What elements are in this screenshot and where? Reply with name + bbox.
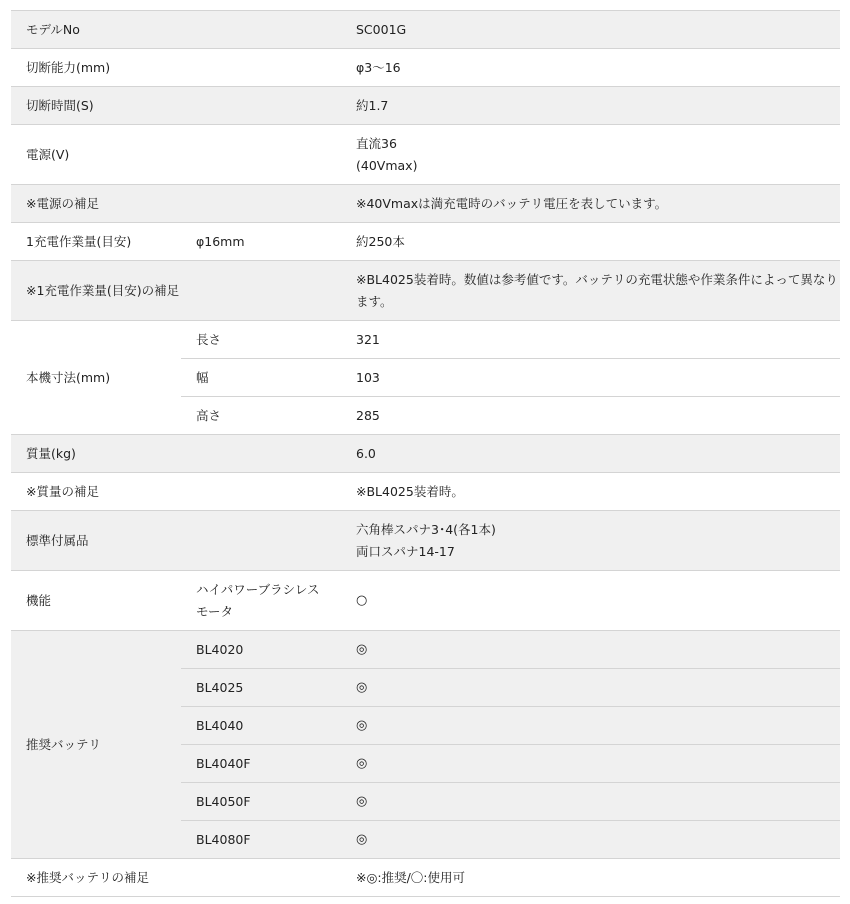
row-value: SC001G	[341, 11, 840, 49]
row-sub: ハイパワーブラシレス モータ	[181, 571, 341, 631]
row-mass	[11, 435, 840, 473]
row-work-per-charge	[11, 223, 840, 261]
row-value: ◎	[341, 783, 840, 821]
row-sub	[181, 511, 341, 571]
row-value: 103	[341, 359, 840, 397]
row-label: 推奨バッテリ	[11, 631, 181, 859]
row-sub: BL4050F	[181, 783, 341, 821]
row-dimensions-length	[11, 321, 840, 359]
row-sub: φ16mm	[181, 223, 341, 261]
row-work-per-charge-note	[11, 261, 840, 321]
row-label: ※電源の補足	[11, 185, 181, 223]
row-label: 電源(V)	[11, 125, 181, 185]
row-value: ◎	[341, 821, 840, 859]
row-function	[11, 571, 840, 631]
row-value: 約250本	[341, 223, 840, 261]
row-value: 285	[341, 397, 840, 435]
row-label: 1充電作業量(目安)	[11, 223, 181, 261]
row-value: 6.0	[341, 435, 840, 473]
row-accessories	[11, 511, 840, 571]
row-model-no	[11, 11, 840, 49]
row-power-note	[11, 185, 840, 223]
row-value: ※BL4025装着時。数値は参考値です。バッテリの充電状態や作業条件によって異なります。	[341, 261, 840, 321]
row-value: ※BL4025装着時。	[341, 473, 840, 511]
row-value: ○	[341, 571, 840, 631]
row-sub: 幅	[181, 359, 341, 397]
row-value: ◎	[341, 707, 840, 745]
row-value: ◎	[341, 631, 840, 669]
row-label: 切断能力(mm)	[11, 49, 181, 87]
row-label: 機能	[11, 571, 181, 631]
row-sub	[181, 87, 341, 125]
row-value: ◎	[341, 745, 840, 783]
row-sub: BL4020	[181, 631, 341, 669]
row-sub: BL4040F	[181, 745, 341, 783]
row-sub: 高さ	[181, 397, 341, 435]
row-label: ※質量の補足	[11, 473, 181, 511]
row-value: φ3〜16	[341, 49, 840, 87]
row-label: 切断時間(S)	[11, 87, 181, 125]
row-sub	[181, 49, 341, 87]
row-sub: BL4040	[181, 707, 341, 745]
row-sub: BL4025	[181, 669, 341, 707]
row-label: ※1充電作業量(目安)の補足	[11, 261, 341, 321]
row-sub	[181, 185, 341, 223]
row-sub: BL4080F	[181, 821, 341, 859]
row-label: 質量(kg)	[11, 435, 181, 473]
row-cutting-capacity	[11, 49, 840, 87]
row-label: ※推奨バッテリの補足	[11, 859, 181, 897]
row-label: 本機寸法(mm)	[11, 321, 181, 435]
row-sub	[181, 435, 341, 473]
row-sub	[181, 125, 341, 185]
row-value: 321	[341, 321, 840, 359]
row-batteries-note	[11, 859, 840, 897]
row-cutting-time	[11, 87, 840, 125]
row-value: 直流36 (40Vmax)	[341, 125, 840, 185]
row-label: 標準付属品	[11, 511, 181, 571]
row-sub	[181, 11, 341, 49]
row-value: 約1.7	[341, 87, 840, 125]
row-sub	[181, 473, 341, 511]
row-value: 六角棒スパナ3･4(各1本) 両口スパナ14-17	[341, 511, 840, 571]
row-sub: 長さ	[181, 321, 341, 359]
row-mass-note	[11, 473, 840, 511]
row-battery-bl4020	[11, 631, 840, 669]
row-sub	[181, 859, 341, 897]
row-value: ※40Vmaxは満充電時のバッテリ電圧を表しています。	[341, 185, 840, 223]
row-label: モデルNo	[11, 11, 181, 49]
row-value: ※◎:推奨/〇:使用可	[341, 859, 840, 897]
row-power	[11, 125, 840, 185]
row-value: ◎	[341, 669, 840, 707]
spec-table	[11, 10, 840, 897]
